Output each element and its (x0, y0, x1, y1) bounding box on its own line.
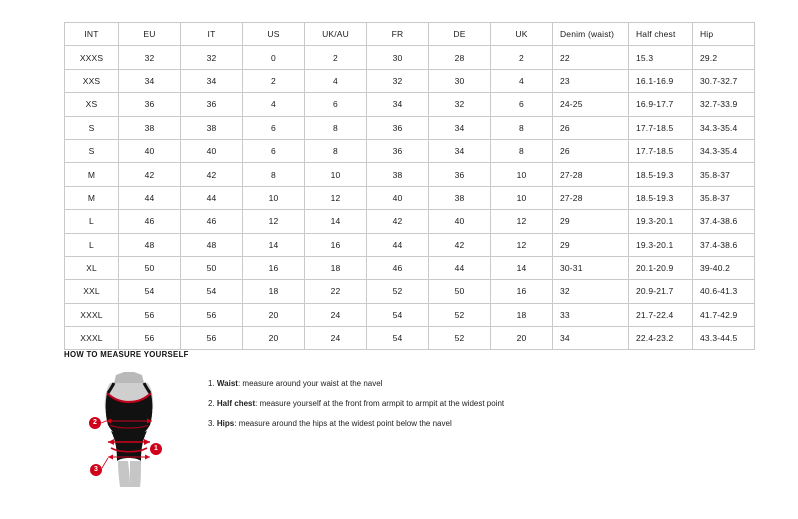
cell-de: 44 (429, 256, 491, 279)
table-row (65, 327, 755, 350)
cell-it: 50 (181, 256, 243, 279)
cell-eu: 34 (119, 69, 181, 92)
cell-int: M (65, 163, 119, 186)
cell-eu: 48 (119, 233, 181, 256)
table-row (65, 116, 755, 139)
cell-int: L (65, 210, 119, 233)
column-header-hip: Hip (693, 23, 755, 46)
measure-note-2-number: 2. (208, 398, 215, 408)
cell-hip: 40.6-41.3 (693, 280, 755, 303)
cell-us: 8 (243, 163, 305, 186)
column-header-int: INT (65, 23, 119, 46)
how-to-measure-section (64, 350, 744, 494)
cell-half-chest: 16.1-16.9 (629, 69, 693, 92)
cell-int: S (65, 116, 119, 139)
table-row (65, 46, 755, 69)
cell-uk: 10 (491, 186, 553, 209)
cell-uk: 16 (491, 280, 553, 303)
cell-uk: 18 (491, 303, 553, 326)
cell-fr: 36 (367, 116, 429, 139)
table-header-row (65, 23, 755, 46)
cell-us: 10 (243, 186, 305, 209)
cell-denim-waist: 26 (553, 116, 629, 139)
cell-uk: 8 (491, 116, 553, 139)
measure-badge-1: 1 (150, 443, 162, 455)
measure-note-3-term: Hips (216, 418, 235, 428)
cell-uk-au: 12 (305, 186, 367, 209)
cell-eu: 44 (119, 186, 181, 209)
cell-us: 20 (243, 327, 305, 350)
cell-fr: 32 (367, 69, 429, 92)
cell-us: 4 (243, 93, 305, 116)
mannequin-figure (64, 369, 194, 494)
cell-half-chest: 17.7-18.5 (629, 139, 693, 162)
cell-us: 14 (243, 233, 305, 256)
how-to-measure-title: HOW TO MEASURE YOURSELF (64, 350, 189, 359)
cell-half-chest: 19.3-20.1 (629, 210, 693, 233)
cell-denim-waist: 27-28 (553, 163, 629, 186)
cell-int: XXS (65, 69, 119, 92)
column-header-de: DE (429, 23, 491, 46)
cell-eu: 36 (119, 93, 181, 116)
table-row (65, 186, 755, 209)
cell-it: 46 (181, 210, 243, 233)
cell-hip: 35.8-37 (693, 163, 755, 186)
cell-it: 42 (181, 163, 243, 186)
cell-half-chest: 19.3-20.1 (629, 233, 693, 256)
cell-uk-au: 14 (305, 210, 367, 233)
measure-notes (208, 369, 504, 438)
table-row (65, 233, 755, 256)
cell-eu: 54 (119, 280, 181, 303)
cell-fr: 44 (367, 233, 429, 256)
cell-uk-au: 2 (305, 46, 367, 69)
cell-fr: 30 (367, 46, 429, 69)
measure-note-half-chest (208, 399, 504, 410)
cell-it: 56 (181, 303, 243, 326)
cell-uk-au: 24 (305, 303, 367, 326)
cell-eu: 50 (119, 256, 181, 279)
cell-denim-waist: 27-28 (553, 186, 629, 209)
cell-int: XXXL (65, 303, 119, 326)
column-header-eu: EU (119, 23, 181, 46)
cell-us: 6 (243, 116, 305, 139)
cell-denim-waist: 33 (553, 303, 629, 326)
measure-badge-3: 3 (90, 464, 102, 476)
cell-us: 6 (243, 139, 305, 162)
size-table-container (64, 22, 738, 350)
cell-it: 48 (181, 233, 243, 256)
cell-hip: 37.4-38.6 (693, 233, 755, 256)
cell-uk: 6 (491, 93, 553, 116)
column-header-us: US (243, 23, 305, 46)
cell-uk-au: 8 (305, 116, 367, 139)
cell-hip: 30.7-32.7 (693, 69, 755, 92)
table-row (65, 303, 755, 326)
column-header-half-chest: Half chest (629, 23, 693, 46)
table-row (65, 69, 755, 92)
cell-denim-waist: 24-25 (553, 93, 629, 116)
cell-de: 36 (429, 163, 491, 186)
cell-hip: 34.3-35.4 (693, 116, 755, 139)
cell-half-chest: 16.9-17.7 (629, 93, 693, 116)
cell-fr: 36 (367, 139, 429, 162)
cell-half-chest: 21.7-22.4 (629, 303, 693, 326)
cell-us: 20 (243, 303, 305, 326)
cell-eu: 56 (119, 327, 181, 350)
cell-eu: 42 (119, 163, 181, 186)
cell-denim-waist: 22 (553, 46, 629, 69)
cell-int: XS (65, 93, 119, 116)
cell-de: 38 (429, 186, 491, 209)
cell-denim-waist: 32 (553, 280, 629, 303)
cell-uk-au: 6 (305, 93, 367, 116)
table-row (65, 93, 755, 116)
cell-de: 40 (429, 210, 491, 233)
cell-denim-waist: 34 (553, 327, 629, 350)
cell-uk-au: 16 (305, 233, 367, 256)
cell-it: 38 (181, 116, 243, 139)
cell-uk-au: 8 (305, 139, 367, 162)
measure-note-1-text: : measure around your waist at the navel (237, 379, 383, 388)
cell-half-chest: 20.9-21.7 (629, 280, 693, 303)
cell-hip: 39-40.2 (693, 256, 755, 279)
how-to-measure-body (64, 369, 744, 494)
measure-note-1-number: 1. (208, 379, 215, 388)
column-header-uk: UK (491, 23, 553, 46)
cell-fr: 34 (367, 93, 429, 116)
cell-hip: 34.3-35.4 (693, 139, 755, 162)
column-header-fr: FR (367, 23, 429, 46)
cell-denim-waist: 26 (553, 139, 629, 162)
cell-eu: 40 (119, 139, 181, 162)
cell-fr: 54 (367, 327, 429, 350)
cell-us: 18 (243, 280, 305, 303)
cell-int: XL (65, 256, 119, 279)
cell-it: 32 (181, 46, 243, 69)
cell-int: XXXL (65, 327, 119, 350)
cell-half-chest: 20.1-20.9 (629, 256, 693, 279)
table-body (65, 46, 755, 350)
measure-note-waist (208, 379, 504, 390)
cell-half-chest: 18.5-19.3 (629, 163, 693, 186)
cell-half-chest: 22.4-23.2 (629, 327, 693, 350)
cell-fr: 38 (367, 163, 429, 186)
cell-de: 30 (429, 69, 491, 92)
cell-uk-au: 10 (305, 163, 367, 186)
cell-it: 54 (181, 280, 243, 303)
cell-denim-waist: 29 (553, 233, 629, 256)
measure-note-hips (208, 419, 504, 430)
measure-note-2-term: Half chest (216, 398, 256, 408)
cell-half-chest: 15.3 (629, 46, 693, 69)
cell-uk: 12 (491, 210, 553, 233)
cell-hip: 41.7-42.9 (693, 303, 755, 326)
column-header-it: IT (181, 23, 243, 46)
cell-hip: 29.2 (693, 46, 755, 69)
measure-note-3-number: 3. (208, 418, 215, 428)
cell-de: 34 (429, 139, 491, 162)
cell-hip: 35.8-37 (693, 186, 755, 209)
cell-eu: 56 (119, 303, 181, 326)
cell-int: XXXS (65, 46, 119, 69)
cell-de: 52 (429, 303, 491, 326)
cell-it: 36 (181, 93, 243, 116)
cell-it: 40 (181, 139, 243, 162)
size-chart-table (64, 22, 755, 350)
cell-denim-waist: 23 (553, 69, 629, 92)
cell-int: L (65, 233, 119, 256)
column-header-denim-waist: Denim (waist) (553, 23, 629, 46)
cell-int: S (65, 139, 119, 162)
cell-denim-waist: 30-31 (553, 256, 629, 279)
cell-fr: 52 (367, 280, 429, 303)
cell-uk: 8 (491, 139, 553, 162)
cell-uk: 2 (491, 46, 553, 69)
table-row (65, 139, 755, 162)
cell-fr: 54 (367, 303, 429, 326)
cell-de: 34 (429, 116, 491, 139)
measure-note-2-text: : measure yourself at the front from armpit to armpit at the widest point (255, 398, 505, 408)
cell-hip: 37.4-38.6 (693, 210, 755, 233)
measure-note-1-term: Waist (216, 379, 238, 388)
cell-eu: 32 (119, 46, 181, 69)
cell-denim-waist: 29 (553, 210, 629, 233)
cell-uk-au: 24 (305, 327, 367, 350)
cell-de: 50 (429, 280, 491, 303)
mannequin-illustration (64, 369, 194, 494)
cell-uk-au: 18 (305, 256, 367, 279)
cell-fr: 40 (367, 186, 429, 209)
column-header-uk-au: UK/AU (305, 23, 367, 46)
cell-int: M (65, 186, 119, 209)
cell-uk: 14 (491, 256, 553, 279)
cell-hip: 32.7-33.9 (693, 93, 755, 116)
table-row (65, 280, 755, 303)
cell-eu: 38 (119, 116, 181, 139)
cell-uk: 4 (491, 69, 553, 92)
cell-de: 28 (429, 46, 491, 69)
cell-uk: 20 (491, 327, 553, 350)
cell-it: 44 (181, 186, 243, 209)
measure-note-3-text: : measure around the hips at the widest point below the navel (234, 418, 452, 428)
cell-us: 12 (243, 210, 305, 233)
cell-it: 34 (181, 69, 243, 92)
cell-us: 16 (243, 256, 305, 279)
cell-uk-au: 22 (305, 280, 367, 303)
cell-us: 2 (243, 69, 305, 92)
cell-int: XXL (65, 280, 119, 303)
cell-de: 42 (429, 233, 491, 256)
cell-fr: 46 (367, 256, 429, 279)
cell-it: 56 (181, 327, 243, 350)
cell-uk: 10 (491, 163, 553, 186)
cell-uk-au: 4 (305, 69, 367, 92)
measure-badge-2: 2 (89, 417, 101, 429)
cell-half-chest: 17.7-18.5 (629, 116, 693, 139)
cell-eu: 46 (119, 210, 181, 233)
table-row (65, 163, 755, 186)
cell-fr: 42 (367, 210, 429, 233)
cell-de: 52 (429, 327, 491, 350)
table-row (65, 210, 755, 233)
cell-hip: 43.3-44.5 (693, 327, 755, 350)
cell-us: 0 (243, 46, 305, 69)
cell-half-chest: 18.5-19.3 (629, 186, 693, 209)
table-row (65, 256, 755, 279)
cell-de: 32 (429, 93, 491, 116)
cell-uk: 12 (491, 233, 553, 256)
